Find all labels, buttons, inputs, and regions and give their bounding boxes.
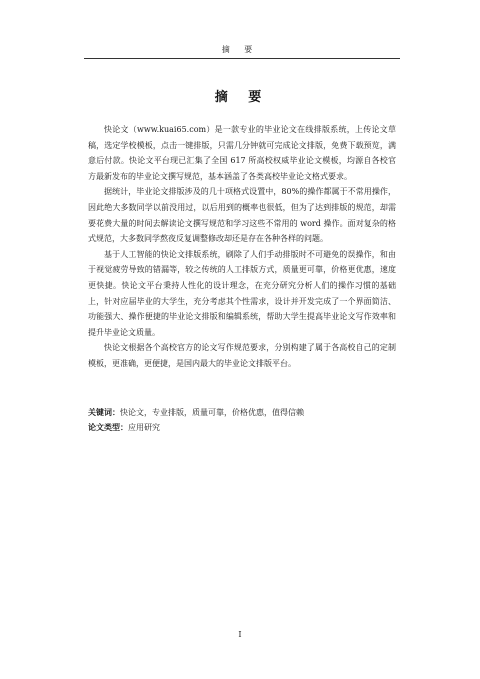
page-title: 摘 要 <box>214 90 270 105</box>
abstract-paragraph-2: 据统计，毕业论文排版涉及的几十项格式设置中，80%的操作都属于不常用操作，因此绝大多数同学以前没用过，以后用到的概率也很低，但为了达到排版的规范，却需要花费大量的时间去解读论文撰写规范和学习这些不常用的 word 操作。面对复杂的格式规范，大多数同学熬夜反复调整修改却还是存在各种各样的问题。 <box>88 187 396 244</box>
thesis-type-label: 论文类型： <box>88 422 128 432</box>
thesis-type-value: 应用研究 <box>128 423 160 432</box>
keywords-label: 关键词： <box>88 407 120 417</box>
keywords-block <box>88 405 396 435</box>
keywords-line <box>88 405 396 420</box>
page-number: I <box>238 630 242 639</box>
abstract-paragraph-1: 快论文（www.kuai65.com）是一款专业的毕业论文在线排版系统，上传论文草稿，选定学校模板，点击一键排版，只需几分钟就可完成论文排版，免费下载预览，满意后付款。快论文平台现已汇集了全国 617 所高校权威毕业论文模板，均源自各校官方最新发布的毕业论文撰写规范，基本涵盖了各类高校毕业论文格式要求。 <box>88 125 396 181</box>
header-rule <box>84 58 400 59</box>
keywords-value: 快论文，专业排版，质量可靠，价格优惠，值得信赖 <box>120 408 304 417</box>
thesis-type-line <box>88 420 396 435</box>
abstract-paragraph-3: 基于人工智能的快论文排版系统，刷除了人们手动排版时不可避免的误操作，和由于视觉疲劳导致的错漏等，较之传统的人工排版方式，质量更可靠，价格更优惠，速度更快捷。快论文平台秉持人性化的设计理念，在充分研究分析人们的操作习惯的基础上，针对应届毕业的大学生，充分考虑其个性需求，设计并开发完成了一个界面简洁、功能强大、操作便捷的毕业论文排版和编辑系统，帮助大学生提高毕业论文写作效率和提升毕业论文质量。 <box>88 249 396 337</box>
abstract-paragraph-4: 快论文根据各个高校官方的论文写作规范要求，分别构建了属于各高校自己的定制模板，更准确，更便捷，是国内最大的毕业论文排版平台。 <box>88 343 396 368</box>
running-header: 摘 要 <box>221 45 259 54</box>
abstract-body <box>88 122 396 372</box>
